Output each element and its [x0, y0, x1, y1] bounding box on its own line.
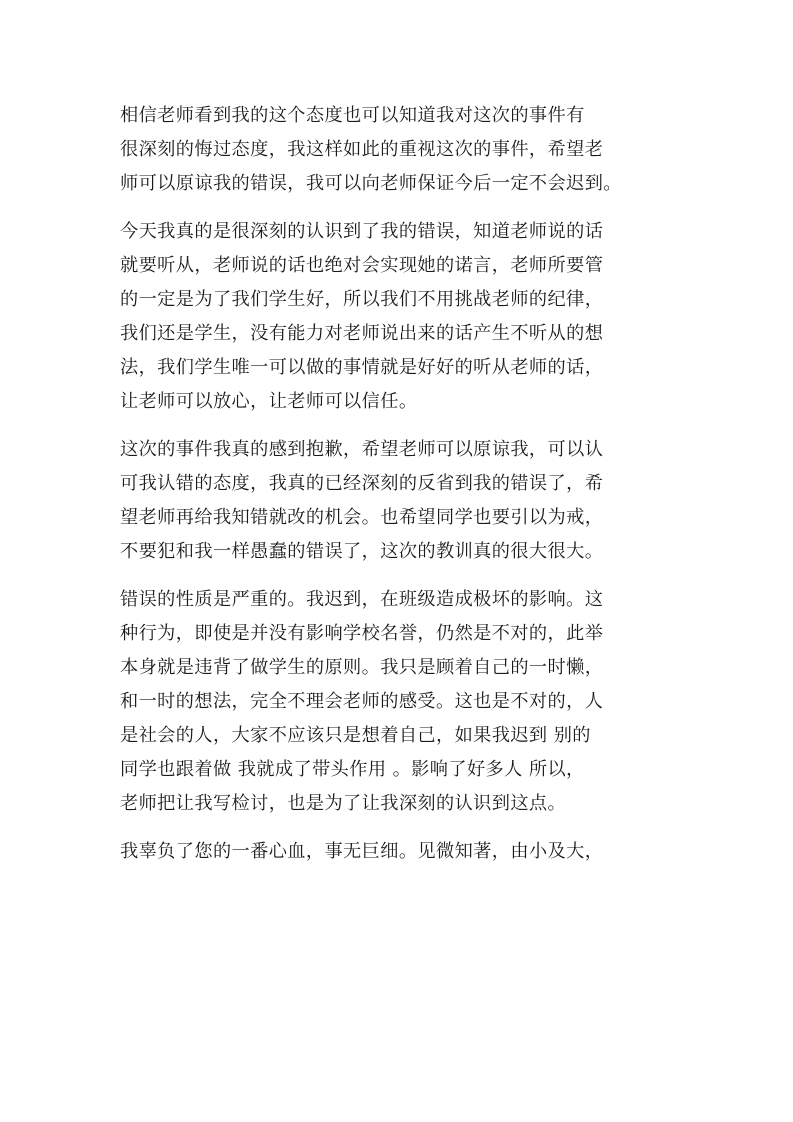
text-line: 望老师再给我知错就改的机会。也希望同学也要引以为戒， [120, 507, 604, 528]
text-line: 老师把让我写检讨，也是为了让我深刻的认识到这点。 [120, 793, 567, 814]
text-line: 本身就是违背了做学生的原则。我只是顾着自己的一时懒， [120, 657, 604, 678]
text-line: 种行为，即使是并没有影响学校名誉，仍然是不对的，此举 [120, 623, 604, 644]
text-line: 相信老师看到我的这个态度也可以知道我对这次的事件有 [120, 105, 585, 126]
text-line: 和一时的想法，完全不理会老师的感受。这也是不对的，人 [120, 691, 604, 712]
paragraph-3 [120, 433, 720, 569]
text-line: 这次的事件我真的感到抱歉，希望老师可以原谅我，可以认 [120, 439, 604, 460]
text-line: 让老师可以放心，让老师可以信任。 [120, 391, 418, 412]
text-line: 是社会的人，大家不应该只是想着自己，如果我迟到 别的 [120, 725, 591, 746]
paragraph-5 [120, 835, 720, 869]
text-line: 很深刻的悔过态度，我这样如此的重视这次的事件，希望老 [120, 139, 604, 160]
text-line: 我辜负了您的一番心血，事无巨细。见微知著，由小及大， [120, 841, 604, 862]
text-line: 法，我们学生唯一可以做的事情就是好好的听从老师的话， [120, 357, 604, 378]
text-line: 不要犯和我一样愚蠢的错误了，这次的教训真的很大很大。 [120, 541, 604, 562]
text-line: 师可以原谅我的错误，我可以向老师保证今后一定不会迟到。 [120, 173, 622, 194]
text-line: 就要听从，老师说的话也绝对会实现她的诺言，老师所要管 [120, 255, 604, 276]
text-line: 错误的性质是严重的。我迟到，在班级造成极坏的影响。这 [120, 589, 604, 610]
text-line: 可我认错的态度，我真的已经深刻的反省到我的错误了，希 [120, 473, 604, 494]
text-line: 今天我真的是很深刻的认识到了我的错误，知道老师说的话 [120, 221, 604, 242]
document-body [120, 99, 720, 883]
paragraph-2 [120, 215, 720, 419]
text-line: 我们还是学生，没有能力对老师说出来的话产生不听从的想 [120, 323, 604, 344]
text-line: 同学也跟着做 我就成了带头作用 。影响了好多人 所以， [120, 759, 585, 780]
paragraph-1 [120, 99, 720, 201]
text-line: 的一定是为了我们学生好，所以我们不用挑战老师的纪律， [120, 289, 604, 310]
paragraph-4 [120, 583, 720, 821]
